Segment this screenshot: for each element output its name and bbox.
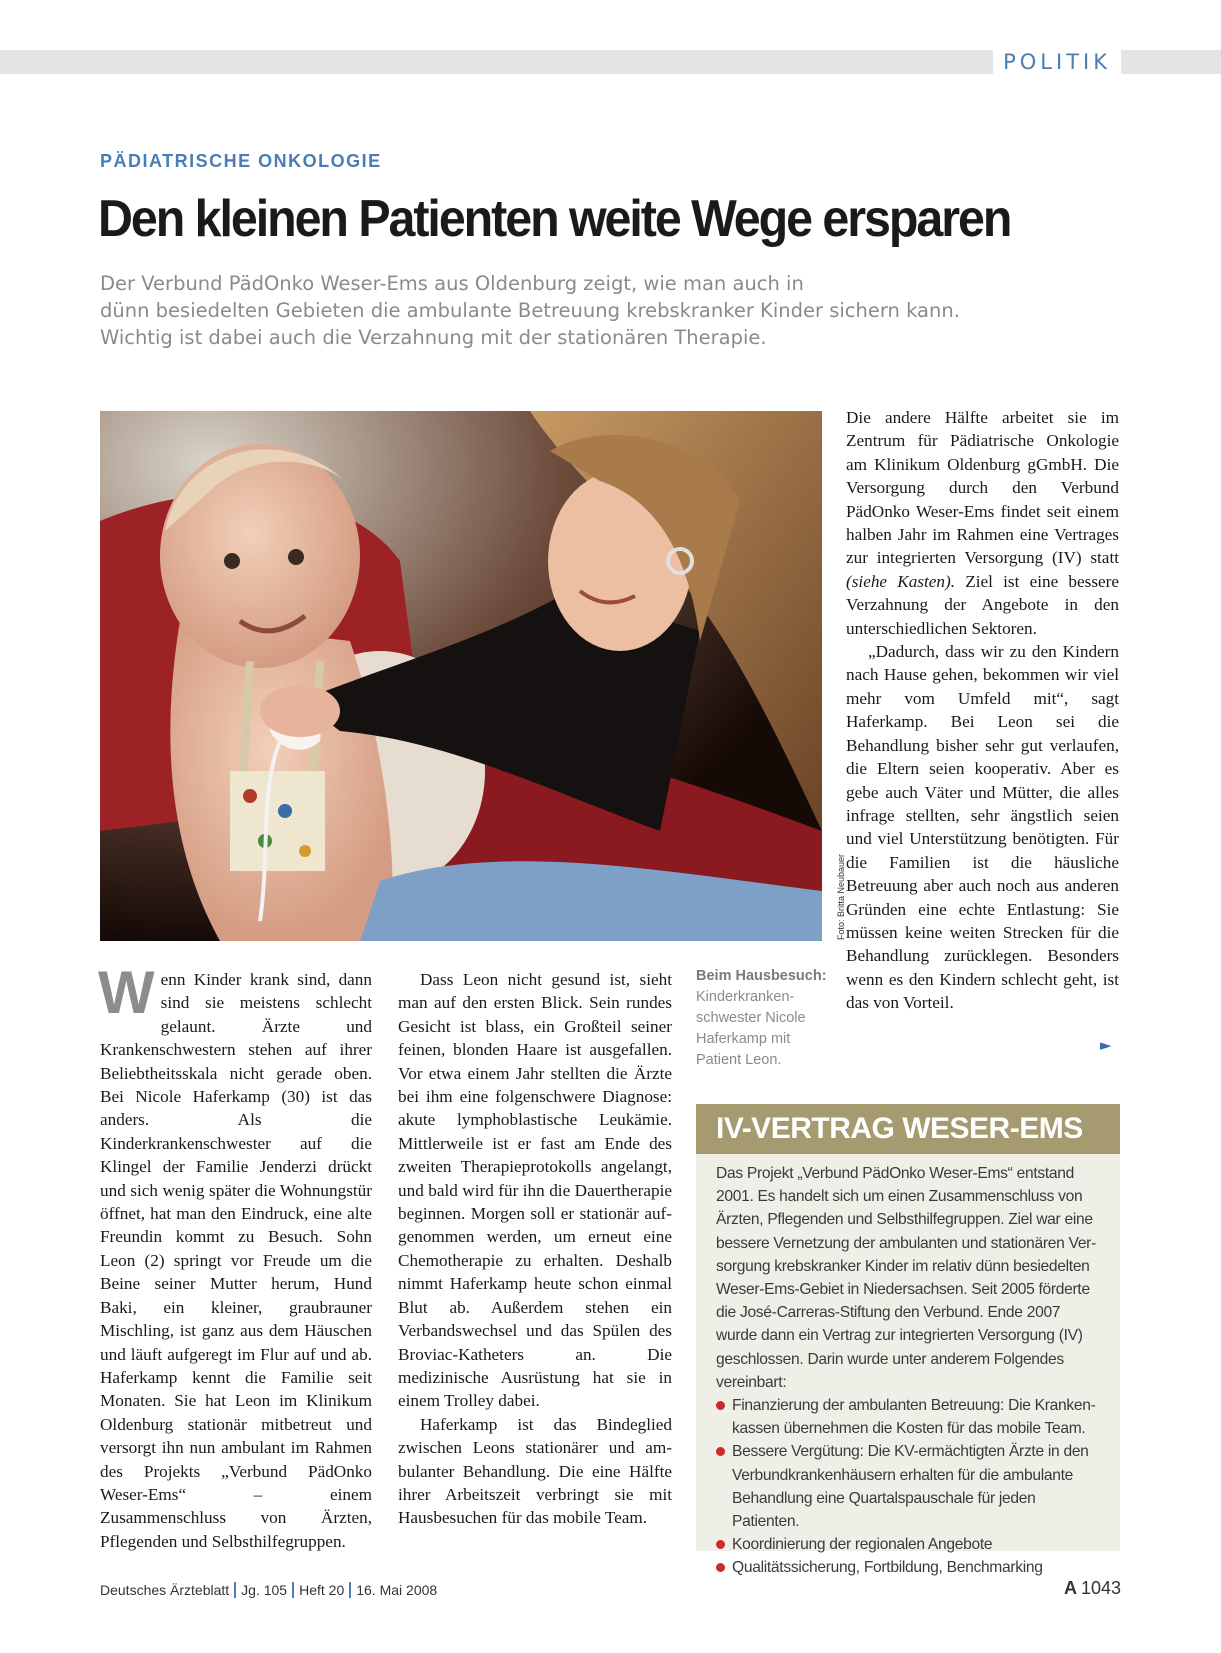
- article-teaser: [100, 270, 1120, 351]
- info-box-body: [696, 1154, 1120, 1580]
- info-box-list: [716, 1394, 1104, 1580]
- section-label: POLITIK: [993, 47, 1121, 77]
- paragraph: Dass Leon nicht gesund ist, sieht man auf den ersten Blick. Sein rundes Gesicht ist blass, ein Großteil seiner feinen, blonden Haare ist ausgefallen. Vor etwa einem Jahr stellten die Ärzte bei ihm eine folgenschwere Diagnose: akute lymphoblastische Leukämie. Mittlerweile ist er fast am Ende des zweiten Therapieprotokolls angelangt, und bald wird für ihn die Dauertherapie beginnen. Morgen soll er stationär aufgenommen werden, um erneut eine Chemotherapie zu erhalten. Deshalb nimmt Haferkamp heute schon einmal Blut ab. Außerdem stehen ein Verbandswechsel und das Spülen des Broviac-Katheters an. Die medizinische Ausrüstung hat sie in einem Trolley dabei.: [398, 970, 672, 1411]
- list-item: Koordinierung der regionalen Angebote: [716, 1533, 1104, 1556]
- teaser-line: Der Verbund PädOnko Weser-Ems aus Oldenburg zeigt, wie man auch in: [100, 272, 804, 295]
- info-box-title: IV-VERTRAG WESER-EMS: [696, 1104, 1120, 1154]
- journal-name: Deutsches Ärzteblatt: [100, 1582, 230, 1598]
- footer-divider: [349, 1582, 351, 1598]
- info-box: [696, 1104, 1120, 1577]
- paragraph: Haferkamp ist das Bindeglied zwischen Leons stationärer und ambulanter Behandlung. Die eine Hälfte ihrer Arbeitszeit verbringt sie mit Hausbesuchen für das mobile Team.: [398, 1414, 672, 1528]
- photo-credit: Foto: Britta Neubauer: [836, 853, 846, 940]
- footer-divider: [234, 1582, 236, 1598]
- bullet-icon: [716, 1540, 725, 1549]
- info-box-intro: Das Projekt „Verbund PädOnko Weser-Ems“ entstand 2001. Es handelt sich um einen Zusammenschluss von Ärzten, Pflegenden und Selbsthilfegruppen. Ziel war eine bessere Vernetzung der ambulanten und stationären Versorgung krebskranker Kinder im relativ dünn besiedelten Weser-Ems-Gebiet in Niedersachsen. Seit 2005 förderte die José-Carreras-Stiftung den Verbund. Ende 2007 wurde dann ein Vertrag zur integrierten Versorgung (IV) geschlossen. Darin wurde unter anderem Folgendes vereinbart:: [716, 1165, 1097, 1391]
- list-item: Qualitätssicherung, Fortbildung, Benchmarking: [716, 1556, 1104, 1579]
- drop-cap: W: [98, 959, 155, 1026]
- teaser-line: Wichtig ist dabei auch die Verzahnung mit der stationären Therapie.: [100, 326, 767, 349]
- article-photo: [100, 411, 822, 941]
- journal-date: 16. Mai 2008: [356, 1582, 438, 1598]
- photo-illustration: [100, 411, 822, 941]
- box-reference: (siehe Kasten).: [846, 571, 956, 591]
- caption-text: Kinderkranken-schwester Nicole Haferkamp mit Patient Leon.: [696, 989, 806, 1068]
- list-item: Bessere Vergütung: Die KV-ermächtigten Ärzte in den Verbundkrankenhäusern erhalten für die ambulante Behandlung eine Quartalspauschale für jeden Patienten.: [716, 1440, 1104, 1533]
- paragraph: Wenn Kinder krank sind, dann sind sie meistens schlecht gelaunt. Ärzte und Krankenschwestern stehen auf ihrer Beliebtheitsskala nicht gerade oben. Bei Nicole Haferkamp (30) ist das anders. Als die Kinderkrankenschwester auf die Klingel der Familie Jenderzi drückt und sich wenig später die Wohnungstür öffnet, hat man den Eindruck, eine alte Freundin kommt zu Besuch. Sohn Leon (2) springt vor Freude um die Beine seiner Mutter herum, Hund Baki, ein kleiner, graubrauner Mischling, ist ganz aus dem Häuschen und läuft aufgeregt im Flur auf und ab. Haferkamp kennt die Familie seit Monaten. Sie hat Leon im Klinikum Oldenburg stationär mitbetreut und versorgt ihn nun ambulant im Rahmen des Projekts „Verbund PädOnko Weser-Ems“ – einem Zusammenschluss von Ärzten, Pflegenden und Selbsthilfegruppen.: [98, 959, 372, 1551]
- article-column-1: [98, 959, 372, 1553]
- photo-caption: [696, 966, 831, 1071]
- article-kicker: PÄDIATRISCHE ONKOLOGIE: [100, 151, 382, 171]
- bullet-icon: [716, 1401, 725, 1410]
- caption-title: Beim Hausbesuch:: [696, 968, 827, 984]
- journal-issue: Heft 20: [299, 1582, 345, 1598]
- page-number: A 1043: [1063, 1578, 1121, 1598]
- page-footer: [100, 1582, 437, 1598]
- journal-volume: Jg. 105: [241, 1582, 288, 1598]
- article-column-3: [846, 406, 1119, 1015]
- paragraph: „Dadurch, dass wir zu den Kindern nach Hause gehen, bekommen wir viel mehr vom Umfeld mit“, sagt Haferkamp. Bei Leon sei die Behandlung bisher sehr gut verlaufen, die Eltern seien kooperativ. Aber es gebe auch Väter und Mütter, die alles infrage stellten, sehr ängstlich seien und viel Unterstützung benötigten. Für die Familien ist die häusliche Betreuung aber auch noch aus anderen Gründen eine echte Entlastung: Sie müssen keine weiten Strecken für die Behandlung zurücklegen. Besonders wenn es den Kindern schlecht geht, ist das von Vorteil.: [846, 642, 1119, 1013]
- bullet-icon: [716, 1447, 725, 1456]
- paragraph: Die andere Hälfte arbeitet sie im Zentrum für Pädiatrische Onkologie am Klinikum Oldenburg gGmbH. Die Versorgung durch den Verbund PädOnko Weser-Ems findet seit einem halben Jahr im Rahmen eine Vertrages zur integrierten Versorgung (IV) statt (siehe Kasten). Ziel ist eine bessere Verzahnung der Angebote in den unterschiedlichen Sektoren.: [846, 408, 1119, 638]
- bullet-icon: [716, 1563, 725, 1572]
- list-item: Finanzierung der ambulanten Betreuung: Die Krankenkassen übernehmen die Kosten für das mobile Team.: [716, 1394, 1104, 1440]
- article-headline: Den kleinen Patienten weite Wege ersparen: [98, 190, 1011, 248]
- teaser-line: dünn besiedelten Gebieten die ambulante Betreuung krebskranker Kinder sichern kann.: [100, 299, 960, 322]
- continue-arrow-icon: ►: [1100, 1036, 1112, 1054]
- article-column-2: [398, 968, 672, 1530]
- footer-divider: [292, 1582, 294, 1598]
